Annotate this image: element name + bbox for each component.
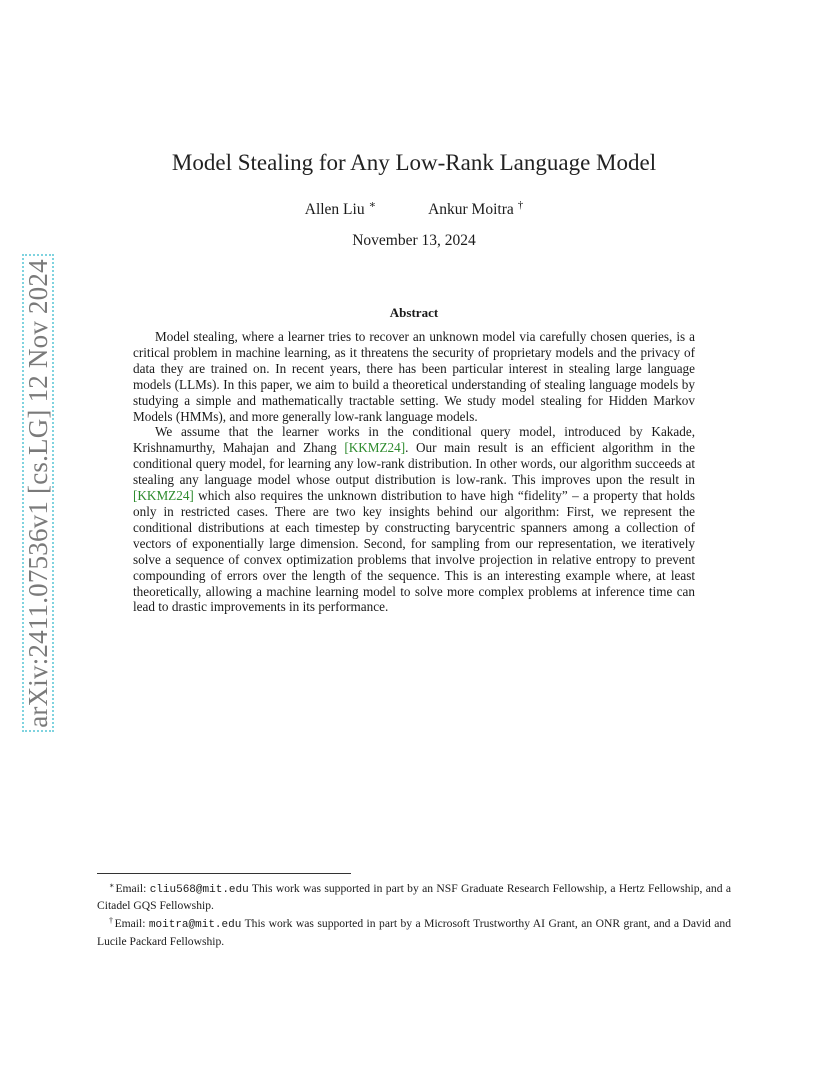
abstract-body (133, 329, 695, 615)
paper-title: Model Stealing for Any Low-Rank Language Model (171, 150, 657, 175)
abstract-paragraph-1: Model stealing, where a learner tries to recover an unknown model via carefully chosen queries, is a critical problem in machine learning, as it threatens the security of proprietary models and the privacy of data they are trained on. In recent years, there has been particular interest in stealing large language models (LLMs). In this paper, we aim to build a theoretical understanding of stealing language models by studying a simple and mathematically tractable setting. We study model stealing for Hidden Markov Models (HMMs), and more generally low-rank language models. (133, 329, 695, 424)
footnote-label: Email: (115, 882, 150, 895)
citation-link[interactable]: [KKMZ24] (344, 440, 406, 456)
footnote-text: This work was supported in part by a Microsoft Trustworthy AI Grant, an ONR grant, and a David and Lucile Packard Fellowship. (97, 917, 732, 948)
abstract-text: . Our main result is an efficient algorithm in the conditional query model, for learning any low-rank distribution. In other words, our algorithm succeeds at stealing any language model whose output distribution is low-rank. This improves upon the result in (133, 440, 695, 488)
footnote-2 (97, 913, 731, 948)
footnote-text: This work was supported in part by an NSF Graduate Research Fellowship, a Hertz Fellowship, and a Citadel GQS Fellowship. (97, 882, 732, 913)
author-footnote-mark: ∗ (368, 199, 377, 211)
abstract-text: We assume that the learner works in the conditional query model, introduced by Kakade, Krishnamurthy, Mahajan and Zhang (133, 424, 695, 456)
email-address: cliu568@mit.edu (149, 884, 249, 896)
author-list (0, 198, 828, 219)
publication-date: November 13, 2024 (352, 232, 476, 249)
author-name: Allen Liu (304, 201, 365, 218)
abstract-paragraph-2 (133, 424, 695, 615)
arxiv-stamp (22, 254, 54, 732)
abstract-text: which also requires the unknown distribution to have high “fidelity” – a property that holds only in restricted cases. There are two key insights behind our algorithm: First, we represent the conditional distributions at each timestep by constructing barycentric spanners among a collection of vectors of exponentially large dimension. Second, for sampling from our representation, we iteratively solve a sequence of convex optimization problems that involve projection in relative entropy to prevent compounding of errors over the length of the sequence. This is an interesting example where, at least theoretically, allowing a machine learning model to solve more complex problems at inference time can lead to drastic improvements in its performance. (133, 488, 695, 615)
email-address: moitra@mit.edu (148, 919, 242, 932)
footnote-divider (97, 873, 351, 874)
author-2 (428, 199, 523, 219)
citation-link[interactable]: [KKMZ24] (133, 488, 194, 504)
author-footnote-mark: † (517, 199, 524, 211)
footnote-mark: † (109, 916, 114, 926)
author-name: Ankur Moitra (428, 201, 514, 218)
footnotes (97, 878, 731, 949)
footnote-1 (97, 878, 731, 913)
abstract-heading: Abstract (389, 305, 439, 320)
author-1 (305, 198, 376, 219)
footnote-mark: ∗ (109, 881, 115, 890)
arxiv-id: arXiv:2411.07536v1 [cs.LG] 12 Nov 2024 (22, 258, 53, 728)
footnote-label: Email: (114, 917, 149, 931)
